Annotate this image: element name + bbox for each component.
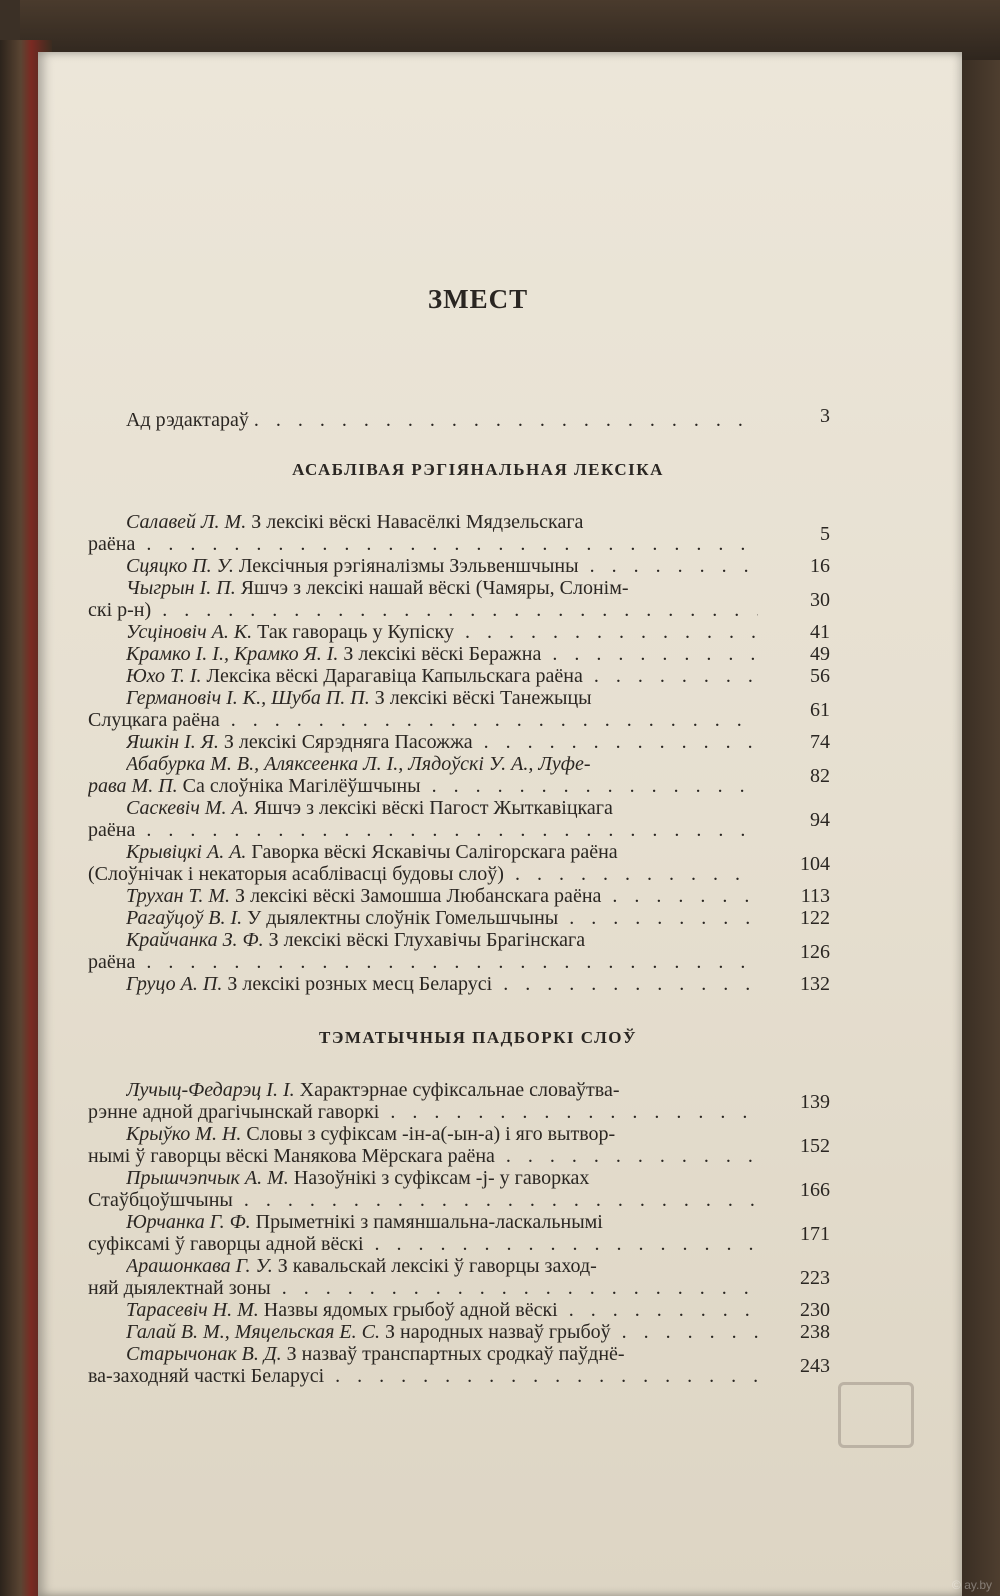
toc-page-number: 82 bbox=[810, 765, 830, 787]
toc-entry-title: Назоўнікі з суфіксам -j- у гаворках bbox=[293, 1167, 590, 1189]
toc-entry-continuation bbox=[88, 818, 758, 842]
toc-page-number: 3 bbox=[820, 405, 830, 427]
toc-entry-line bbox=[126, 1342, 758, 1366]
toc-page-number: 223 bbox=[800, 1267, 830, 1289]
toc-entry-title: З назваў транспартных сродкаў паўднё- bbox=[286, 1343, 625, 1365]
toc-page-number: 166 bbox=[800, 1179, 830, 1201]
toc-entry-continuation bbox=[88, 1144, 758, 1168]
section-heading-2: ТЭМАТЫЧНЫЯ ПАДБОРКІ СЛОЎ bbox=[319, 1028, 637, 1047]
toc-entry-line bbox=[126, 664, 758, 688]
toc-entry-author: Рагаўцоў В. І. bbox=[126, 907, 243, 929]
toc-entry-line bbox=[126, 620, 758, 644]
toc-entry-author: Лучыц-Федарэц І. І. bbox=[126, 1079, 295, 1101]
toc-entry-line bbox=[126, 642, 758, 666]
toc-entry-author: Саскевіч М. А. bbox=[126, 797, 249, 819]
toc-entry-author: Юрчанка Г. Ф. bbox=[126, 1211, 251, 1233]
toc-entry-title: З лексікі Сярэдняга Пасожжа bbox=[223, 731, 473, 753]
toc-entry-title: Лексічныя рэгіяналізмы Зэльвеншчыны bbox=[238, 555, 579, 577]
toc-entry-line bbox=[126, 730, 758, 754]
toc-entry-author: Крайчанка З. Ф. bbox=[126, 929, 264, 951]
toc-entry-line bbox=[126, 796, 758, 820]
toc-entry-author: Крамко І. І., Крамко Я. І. bbox=[126, 643, 339, 665]
toc-page-number: 41 bbox=[810, 621, 830, 643]
toc-entry-line bbox=[126, 752, 758, 776]
toc-entry-continuation bbox=[88, 1364, 758, 1388]
toc-entry-line bbox=[126, 906, 758, 930]
toc-entry-continuation bbox=[88, 598, 758, 622]
section-heading-1: АСАБЛІВАЯ РЭГІЯНАЛЬНАЯ ЛЕКСІКА bbox=[292, 460, 664, 479]
page-title: ЗМЕСТ bbox=[427, 284, 529, 314]
toc-page-number: 113 bbox=[800, 885, 830, 907]
toc-entry-author: Прышчэпчык А. М. bbox=[126, 1167, 289, 1189]
toc-entry-title: Яшчэ з лексікі вёскі Пагост Жыткавіцкага bbox=[253, 797, 613, 819]
book-cover-top bbox=[20, 0, 1000, 60]
toc-entry-line bbox=[126, 928, 758, 952]
toc-entry-author: Усціновіч А. К. bbox=[126, 621, 253, 643]
toc-entry-author: Трухан Т. М. bbox=[126, 885, 231, 907]
toc-page-number: 49 bbox=[810, 643, 830, 665]
toc-entry-title: Яшчэ з лексікі нашай вёскі (Чамяры, Слонім- bbox=[240, 577, 629, 599]
toc-page-number: 152 bbox=[800, 1135, 830, 1157]
toc-entry-author: Груцо А. П. bbox=[126, 973, 223, 995]
toc-entry-title-cont: няй дыялектнай зоны bbox=[88, 1277, 271, 1299]
toc-entry-line bbox=[126, 1254, 758, 1278]
toc-entry-author: Чыгрын І. П. bbox=[126, 577, 236, 599]
toc-entry-author: Крыўко М. Н. bbox=[126, 1123, 242, 1145]
toc-entry-continuation bbox=[88, 1188, 758, 1212]
toc-page-number: 74 bbox=[810, 731, 830, 753]
toc-entry-text: Ад рэдактараў bbox=[126, 409, 249, 431]
toc-page-number: 243 bbox=[800, 1355, 830, 1377]
toc-entry-title: Словы з суфіксам -ін-а(-ын-а) і яго вытвор- bbox=[246, 1123, 616, 1145]
toc-page-number: 30 bbox=[810, 589, 830, 611]
toc-entry-author: Арашонкава Г. У. bbox=[126, 1255, 273, 1277]
toc-entry-title: З лексікі вёскі Танежыцы bbox=[374, 687, 592, 709]
toc-page-number: 230 bbox=[800, 1299, 830, 1321]
toc-entry-line bbox=[126, 686, 758, 710]
toc-entry-title: З народных назваў грыбоў bbox=[384, 1321, 611, 1343]
toc-entry-title: Назвы ядомых грыбоў адной вёскі bbox=[263, 1299, 558, 1321]
toc-entry-title: У дыялектны слоўнік Гомельшчыны bbox=[247, 907, 559, 929]
toc-page-number: 5 bbox=[820, 523, 830, 545]
toc-entry-author: Салавей Л. М. bbox=[126, 511, 247, 533]
toc-entry-title: З лексікі вёскі Глухавічы Брагінскага bbox=[268, 929, 586, 951]
toc-entry-title-cont: Слуцкага раёна bbox=[88, 709, 220, 731]
toc-entry-continuation bbox=[88, 1276, 758, 1300]
toc-page-number: 238 bbox=[800, 1321, 830, 1343]
toc-entry-author: Юхо Т. І. bbox=[126, 665, 202, 687]
toc-entry-title-cont: (Слоўнічак і некаторыя асаблівасці будовы слоў) bbox=[88, 863, 504, 885]
toc-entry-title: З лексікі вёскі Замошша Любанскага раёна bbox=[235, 885, 602, 907]
toc-entry-title-cont: раёна bbox=[88, 819, 136, 841]
toc-entry-line bbox=[126, 884, 758, 908]
toc-entry-line bbox=[126, 1166, 758, 1190]
toc-entry-author: Яшкін І. Я. bbox=[126, 731, 219, 753]
toc-entry-title: З лексікі розных месц Беларусі bbox=[227, 973, 493, 995]
toc-entry-title-cont: раёна bbox=[88, 951, 136, 973]
toc-entry-author: Германовіч І. К., Шуба П. П. bbox=[126, 687, 370, 709]
toc-entry-continuation bbox=[88, 862, 758, 886]
toc-entry-continuation bbox=[88, 774, 758, 798]
toc-page-number: 94 bbox=[810, 809, 830, 831]
toc-entry-title: Прыметнікі з памяншальна-ласкальнымі bbox=[255, 1211, 603, 1233]
toc-entry-continuation bbox=[88, 532, 758, 556]
toc-page-number: 126 bbox=[800, 941, 830, 963]
toc-entry-title-cont: нымі ў гаворцы вёскі Манякова Мёрскага раёна bbox=[88, 1145, 495, 1167]
toc-entry-continuation bbox=[88, 708, 758, 732]
toc-entry-title-cont: рэнне адной драгічынскай гаворкі bbox=[88, 1101, 380, 1123]
toc-entry-author: Сцяцко П. У. bbox=[126, 555, 234, 577]
toc-page-number: 132 bbox=[800, 973, 830, 995]
toc-entry-line bbox=[126, 554, 758, 578]
toc-entry-line bbox=[126, 576, 758, 600]
book-page bbox=[38, 52, 962, 1596]
toc-entry-continuation bbox=[88, 1232, 758, 1256]
toc-entry-title-cont: Са слоўніка Магілёўшчыны bbox=[182, 775, 421, 797]
toc-entry-line bbox=[126, 1122, 758, 1146]
toc-entry-title: З лексікі вёскі Навасёлкі Мядзельскага bbox=[251, 511, 584, 533]
toc-entry-title: З кавальскай лексікі ў гаворцы заход- bbox=[277, 1255, 597, 1277]
toc-entry-title: З лексікі вёскі Беражна bbox=[343, 643, 542, 665]
toc-entry-line bbox=[126, 1078, 758, 1102]
toc-entry-title-cont: скі р-н) bbox=[88, 599, 152, 621]
toc-page-number: 171 bbox=[800, 1223, 830, 1245]
toc-entry-continuation bbox=[88, 1100, 758, 1124]
toc-entry-author-cont: рава М. П. bbox=[88, 775, 178, 797]
toc-entry-line bbox=[126, 1298, 758, 1322]
toc-entry-line bbox=[126, 972, 758, 996]
watermark: © ay.by bbox=[952, 1578, 992, 1592]
toc-entry-title: Характэрнае суфіксальнае словаўтва- bbox=[299, 1079, 620, 1101]
toc-page-number: 61 bbox=[810, 699, 830, 721]
toc-entry-author: Старычонак В. Д. bbox=[126, 1343, 282, 1365]
stamp-mark bbox=[838, 1382, 914, 1448]
toc-page-number: 16 bbox=[810, 555, 830, 577]
toc-page-number: 122 bbox=[800, 907, 830, 929]
toc-page-number: 104 bbox=[800, 853, 830, 875]
toc-entry-title-cont: суфіксамі ў гаворцы адной вёскі bbox=[88, 1233, 364, 1255]
toc-entry-intro bbox=[126, 408, 758, 432]
toc-entry-line bbox=[126, 1210, 758, 1234]
toc-entry-title-cont: Стаўбцоўшчыны bbox=[88, 1189, 233, 1211]
toc-page-number: 56 bbox=[810, 665, 830, 687]
toc-entry-author: Абабурка М. В., Аляксеенка Л. І., Лядоўскі У. А., Луфе- bbox=[126, 753, 591, 775]
toc-entry-line bbox=[126, 840, 758, 864]
toc-entry-continuation bbox=[88, 950, 758, 974]
toc-entry-title: Так гавораць у Купіску bbox=[257, 621, 454, 643]
toc-entry-title: Гаворка вёскі Яскавічы Салігорскага раёна bbox=[251, 841, 618, 863]
toc-entry-line bbox=[126, 1320, 758, 1344]
toc-page-number: 139 bbox=[800, 1091, 830, 1113]
toc-entry-author: Тарасевіч Н. М. bbox=[126, 1299, 259, 1321]
toc-entry-line bbox=[126, 510, 758, 534]
toc-entry-author: Крывіцкі А. А. bbox=[126, 841, 247, 863]
toc-entry-title-cont: ва-заходняй часткі Беларусі bbox=[88, 1365, 325, 1387]
toc-entry-title-cont: раёна bbox=[88, 533, 136, 555]
toc-entry-author: Галай В. М., Мяцельская Е. С. bbox=[126, 1321, 380, 1343]
toc-entry-title: Лексіка вёскі Дарагавіца Капыльскага раёна bbox=[206, 665, 583, 687]
